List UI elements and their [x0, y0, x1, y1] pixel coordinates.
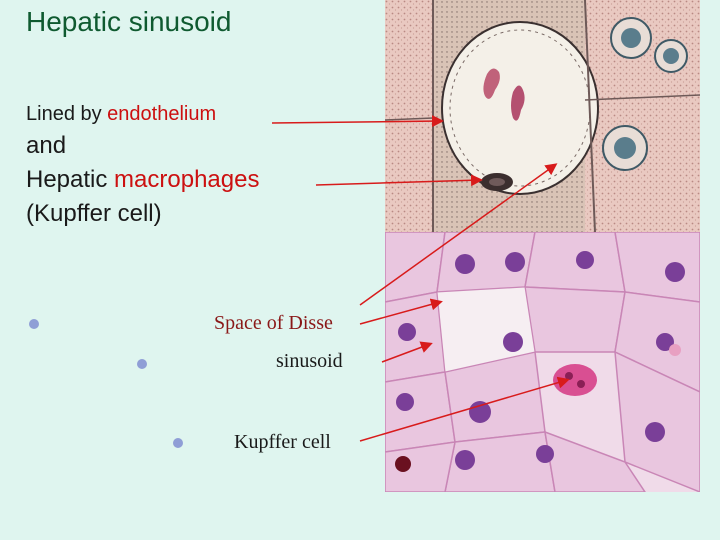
macrophage-arrow — [316, 180, 480, 185]
slide-title: Hepatic sinusoid — [26, 6, 232, 37]
macrophages-prefix: Hepatic — [26, 166, 115, 193]
and-text: and — [26, 132, 67, 159]
kupffer-arrow — [360, 380, 567, 441]
space-of-disse-label: Space of Disse — [214, 312, 333, 334]
endothelium-highlight: endothelium — [107, 103, 217, 125]
sinusoid-arrow — [382, 344, 430, 362]
kupffer-paren-text: (Kupffer cell) — [26, 200, 162, 227]
kupffer-cell-label: Kupffer cell — [234, 431, 331, 453]
endothelium-arrow — [272, 121, 441, 123]
macrophages-highlight: macrophages — [114, 166, 260, 193]
disse-arrow-bottom — [360, 302, 440, 324]
sinusoid-label: sinusoid — [276, 350, 343, 372]
disse-arrow-top — [360, 165, 555, 305]
lined-by-prefix: Lined by — [26, 103, 108, 125]
